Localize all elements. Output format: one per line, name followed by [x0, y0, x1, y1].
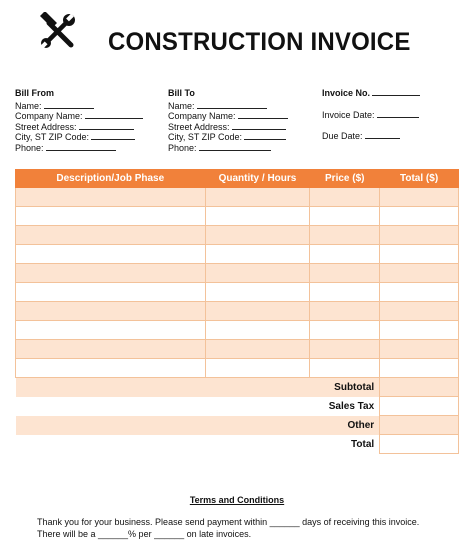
- terms-line-2: There will be a ______% per ______ on late invoices.: [37, 529, 252, 539]
- other-row: [16, 416, 459, 435]
- table-row: [16, 245, 459, 264]
- table-row: [16, 188, 459, 207]
- total-row: [16, 435, 459, 454]
- subtotal-label: Subtotal: [16, 378, 380, 397]
- invoice-title: CONSTRUCTION INVOICE: [108, 28, 411, 56]
- bill-from-name-field[interactable]: Name:: [15, 101, 143, 112]
- column-header-description: Description/Job Phase: [16, 170, 206, 188]
- bill-from-company-field[interactable]: Company Name:: [15, 111, 143, 122]
- sales-tax-row: [16, 397, 459, 416]
- hammer-wrench-icon: [38, 12, 78, 52]
- sales-tax-label: Sales Tax: [16, 397, 380, 416]
- subtotal-row: [16, 378, 459, 397]
- bill-to-city-field[interactable]: City, ST ZIP Code:: [168, 132, 288, 143]
- column-header-price: Price ($): [310, 170, 380, 188]
- bill-to-street-field[interactable]: Street Address:: [168, 122, 288, 133]
- sales-tax-value[interactable]: [380, 397, 459, 416]
- table-row: [16, 226, 459, 245]
- bill-to-company-field[interactable]: Company Name:: [168, 111, 288, 122]
- bill-from-phone-field[interactable]: Phone:: [15, 143, 143, 154]
- bill-to-block: [168, 88, 288, 153]
- column-header-quantity: Quantity / Hours: [205, 170, 310, 188]
- bill-from-heading: Bill From: [15, 88, 55, 98]
- table-row: [16, 340, 459, 359]
- terms-text: [37, 516, 419, 540]
- other-label: Other: [16, 416, 380, 435]
- due-date-field[interactable]: Due Date:: [322, 131, 420, 142]
- table-header-row: [16, 170, 459, 188]
- total-value[interactable]: [380, 435, 459, 454]
- bill-to-phone-field[interactable]: Phone:: [168, 143, 288, 154]
- bill-from-city-field[interactable]: City, ST ZIP Code:: [15, 132, 143, 143]
- invoice-details-block: [322, 88, 420, 153]
- terms-line-1: Thank you for your business. Please send payment within ______ days of receiving this invoice.: [37, 517, 420, 527]
- table-row: [16, 321, 459, 340]
- bill-to-heading: Bill To: [168, 88, 195, 98]
- invoice-date-field[interactable]: Invoice Date:: [322, 110, 420, 121]
- table-row: [16, 283, 459, 302]
- bill-from-street-field[interactable]: Street Address:: [15, 122, 143, 133]
- table-row: [16, 302, 459, 321]
- terms-title: Terms and Conditions: [189, 495, 285, 505]
- table-row: [16, 264, 459, 283]
- total-label: Total: [16, 435, 380, 454]
- column-header-total: Total ($): [380, 170, 459, 188]
- other-value[interactable]: [380, 416, 459, 435]
- table-row: [16, 359, 459, 378]
- table-row: [16, 207, 459, 226]
- subtotal-value[interactable]: [380, 378, 459, 397]
- bill-to-name-field[interactable]: Name:: [168, 101, 288, 112]
- bill-from-block: [15, 88, 143, 153]
- invoice-number-field[interactable]: Invoice No.: [322, 88, 420, 99]
- line-items-table: [15, 169, 459, 454]
